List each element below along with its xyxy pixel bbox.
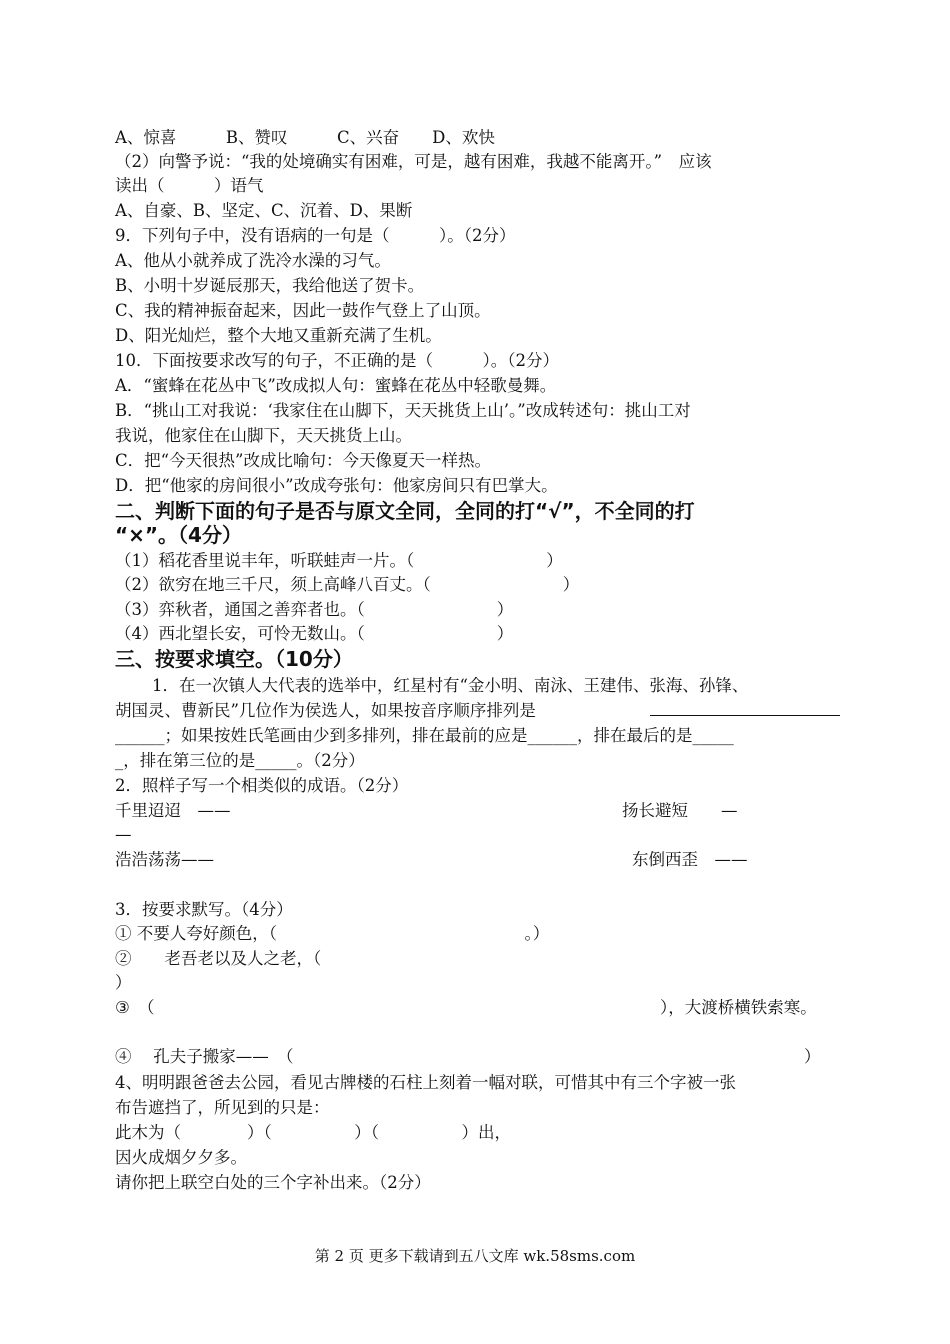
fill-question-1: 1．在一次镇人大代表的选举中，红星村有“金小明、南泳、王建伟、张海、孙锋、 <box>152 676 749 695</box>
question-9: 9．下列句子中，没有语病的一句是（ ）。（2分） <box>115 226 516 245</box>
fill-question-3: 3．按要求默写。（4分） <box>115 900 293 919</box>
option-d: D、阳光灿烂，整个大地又重新充满了生机。 <box>115 326 442 345</box>
poem-item-1: ① 不要人夸好颜色，（ 。） <box>115 924 550 943</box>
couplet-line-1: 此木为（ ）（ ）（ ）出， <box>115 1123 511 1142</box>
judge-item-4: （4）西北望长安，可怜无数山。（ ） <box>115 624 514 643</box>
text-line: 请你把上联空白处的三个字补出来。（2分） <box>115 1173 431 1192</box>
text-line: A、惊喜 B、赞叹 C、兴奋 D、欢快 <box>115 128 495 147</box>
fill-question-4: 4、明明跟爸爸去公园，看见古牌楼的石柱上刻着一幅对联，可惜其中有三个字被一张 <box>115 1073 736 1092</box>
idiom-task: 浩浩荡荡—— <box>115 850 214 869</box>
text-line: A、自豪、B、坚定、C、沉着、D、果断 <box>115 201 413 220</box>
idiom-example: 扬长避短 — <box>622 801 738 820</box>
judge-item-2: （2）欲穷在地三千尺，须上高峰八百丈。（ ） <box>115 575 580 594</box>
section-heading-2: 二、判断下面的句子是否与原文全同，全同的打“√”，不全同的打 <box>115 499 695 523</box>
text-line: 我说，他家住在山脚下，天天挑货上山。 <box>115 426 412 445</box>
text-line: ） <box>115 973 132 992</box>
question-10: 10．下面按要求改写的句子，不正确的是（ ）。（2分） <box>115 351 559 370</box>
text-line: 胡国灵、曹新民”几位作为侯选人，如果按音序顺序排列是 <box>115 701 536 720</box>
poem-item-3: ③ （ <box>115 998 155 1017</box>
option-d: D．把“他家的房间很小”改成夸张句：他家房间只有巴掌大。 <box>115 476 558 495</box>
text-line: 读出（ ）语气 <box>115 176 264 195</box>
poem-item-4: ④ 孔夫子搬家—— （ <box>115 1047 294 1066</box>
page-footer: 第 2 页 更多下载请到五八文库 wk.58sms.com <box>314 1247 636 1265</box>
idiom-example: 千里迢迢 —— <box>115 801 231 820</box>
option-c: C、我的精神振奋起来，因此一鼓作气登上了山顶。 <box>115 301 491 320</box>
option-c: C．把“今天很热”改成比喻句：今天像夏天一样热。 <box>115 451 491 470</box>
text-line: ______；如果按姓氏笔画由少到多排列，排在最前的应是______，排在最后的是_____ <box>115 726 734 745</box>
answer-blank-line <box>650 715 840 716</box>
section-heading-3: 三、按要求填空。（10分） <box>115 647 353 671</box>
option-b: B、小明十岁诞辰那天，我给他送了贺卡。 <box>115 276 425 295</box>
option-b: B．“挑山工对我说：‘我家住在山脚下，天天挑货上山’。”改成转述句：挑山工对 <box>115 401 691 420</box>
idiom-task: 东倒西歪 —— <box>632 850 748 869</box>
text-line: _，排在第三位的是_____。（2分） <box>115 751 365 770</box>
fill-question-2: 2．照样子写一个相类似的成语。（2分） <box>115 776 409 795</box>
judge-item-1: （1）稻花香里说丰年，听联蛙声一片。（ ） <box>115 551 563 570</box>
text-line: （2）向警予说：“我的处境确实有困难，可是，越有困难，我越不能离开。” 应该 <box>115 152 712 171</box>
couplet-line-2: 因火成烟夕夕多。 <box>115 1148 247 1167</box>
poem-item-2: ② 老吾老以及人之老，（ <box>115 949 322 968</box>
poem-item-3-end: ），大渡桥横铁索寒。 <box>660 998 817 1017</box>
judge-item-3: （3）弈秋者，通国之善弈者也。（ ） <box>115 600 514 619</box>
text-line: ） <box>804 1047 821 1066</box>
text-line: — <box>115 825 132 844</box>
section-heading-2-cont: “×”。（4分） <box>115 523 242 547</box>
option-a: A．“蜜蜂在花丛中飞”改成拟人句：蜜蜂在花丛中轻歌曼舞。 <box>115 376 557 395</box>
option-a: A、他从小就养成了洗冷水澡的习气。 <box>115 251 391 270</box>
text-line: 布告遮挡了，所见到的只是： <box>115 1098 330 1117</box>
